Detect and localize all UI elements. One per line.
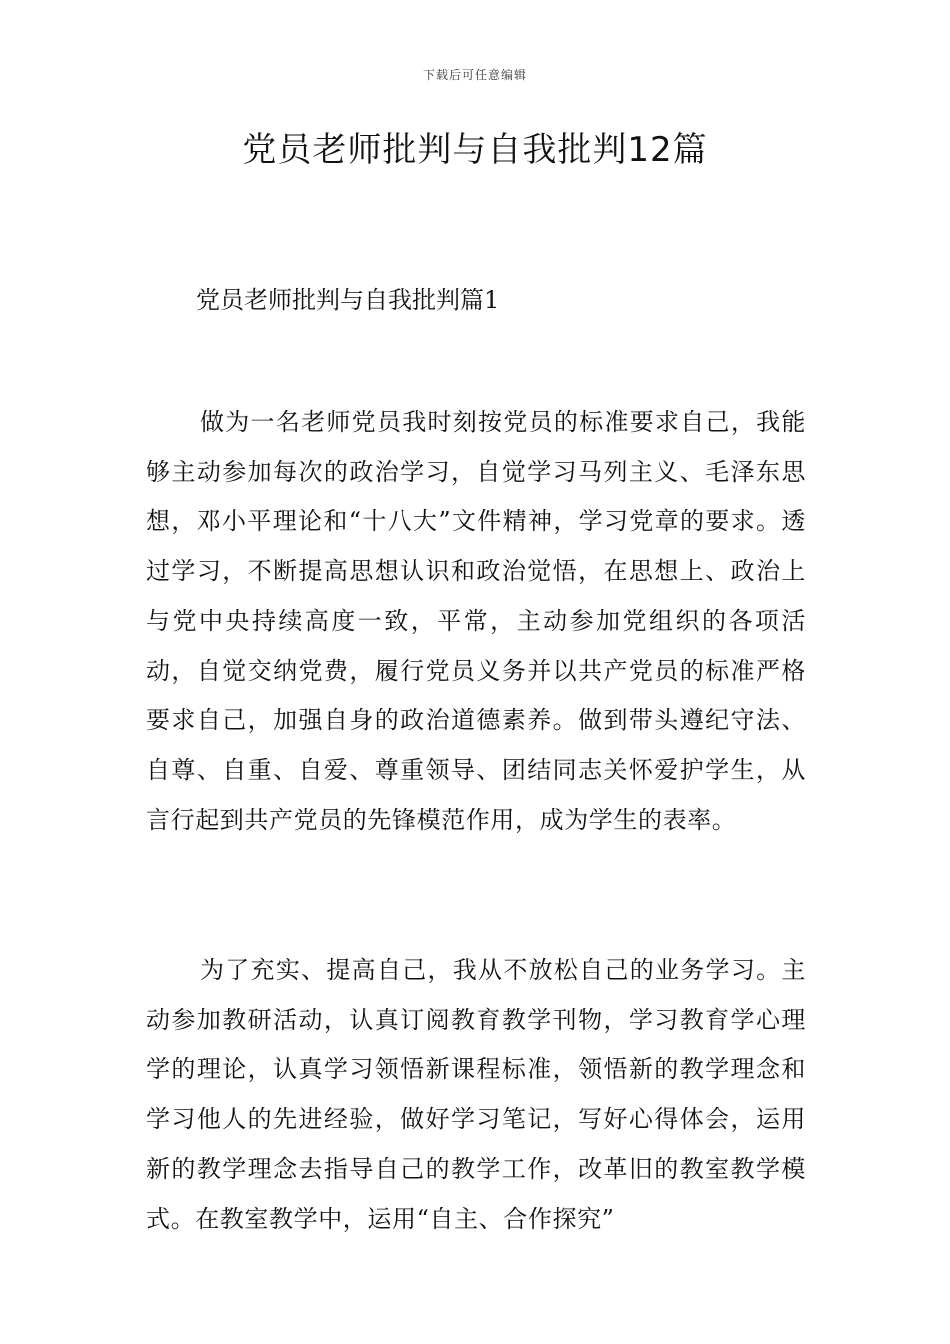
body-paragraph-1: 做为一名老师党员我时刻按党员的标准要求自己，我能够主动参加每次的政治学习，自觉学习马列主义、毛泽东思想，邓小平理论和“十八大”文件精神，学习党章的要求。透过学习，不断提高思想认识和政治觉悟，在思想上、政治上与党中央持续高度一致，平常，主动参加党组织的各项活动，自觉交纳党费，履行党员义务并以共产党员的标准严格要求自己，加强自身的政治道德素养。做到带头遵纪守法、自尊、自重、自爱、尊重领导、团结同志关怀爱护学生，从言行起到共产党员的先锋模范作用，成为学生的表率。	[146, 408, 806, 834]
document-title: 党员老师批判与自我批判12篇	[242, 130, 708, 170]
header-note: 下载后可任意编辑	[422, 68, 527, 82]
body-paragraph-2: 为了充实、提高自己，我从不放松自己的业务学习。主动参加教研活动，认真订阅教育教学刊物，学习教育学心理学的理论，认真学习领悟新课程标准，领悟新的教学理念和学习他人的先进经验，做好学习笔记，写好心得体会，运用新的教学理念去指导自己的教学工作，改革旧的教室教学模式。在教室教学中，运用“自主、合作探究”	[146, 956, 806, 1233]
section-heading: 党员老师批判与自我批判篇1	[196, 286, 500, 314]
